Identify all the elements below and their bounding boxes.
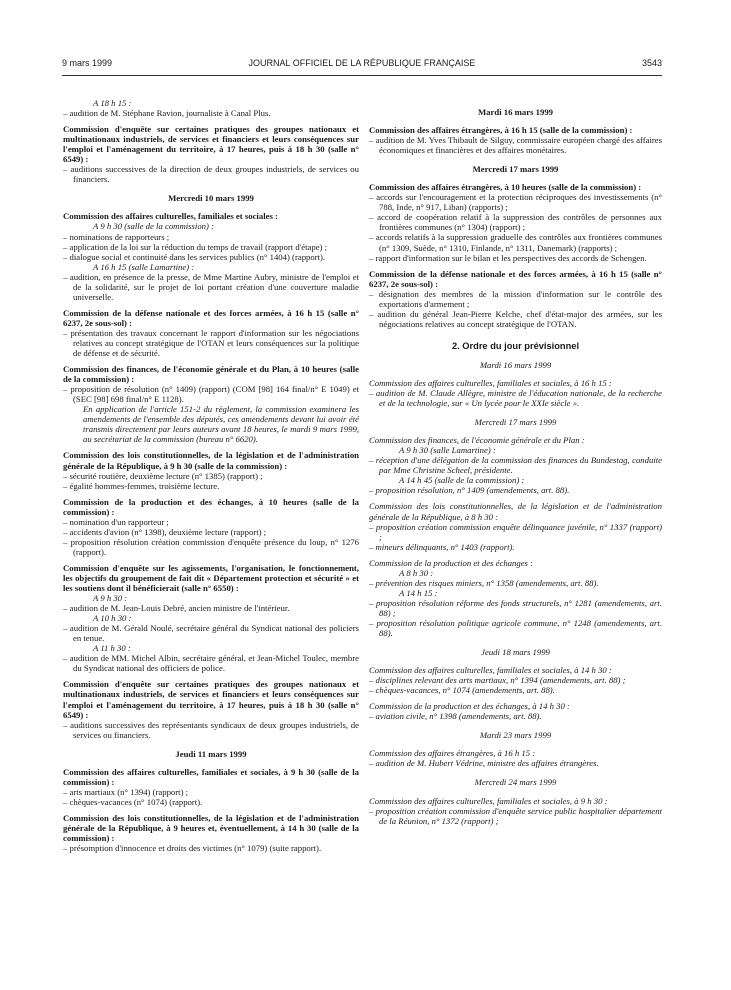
procedural-note: En application de l'article 151-2 du règlement, la commission examinera les amendements de l'ensemble des députés, ces amendements devant lui avoir été transmis directement par leurs auteurs avant 18 heures, le mardi 9 mars 1999, au secrétariat de la commission (bureau n° 6620). <box>83 404 359 445</box>
agenda-item: – audition de M. Yves Thibault de Silguy, commissaire européen chargé des affaires économiques et financières et des affaires monétaires. <box>369 135 662 156</box>
time-slot: A 10 h 30 : <box>93 613 132 624</box>
agenda-item: – arts martiaux (n° 1394) (rapport) ; <box>63 786 189 797</box>
agenda-item: – accidents d'avion (n° 1398), deuxième lecture (rapport) ; <box>63 526 267 537</box>
time-slot: A 14 h 15 : <box>399 587 438 598</box>
agenda-item: – audition de M. Stéphane Ravion, journaliste à Canal Plus. <box>63 108 271 119</box>
commission-heading: Commission des affaires étrangères, à 10 heures (salle de la commission) : <box>369 182 642 193</box>
time-slot: A 9 h 30 (salle Lamartine) : <box>399 445 496 456</box>
agenda-item: – désignation des membres de la mission d'information sur le contrôle des exportations d'armement ; <box>369 288 662 309</box>
commission-heading: Commission de la production et des échanges, à 14 h 30 : <box>369 701 570 712</box>
agenda-item: – audition, en présence de la presse, de Mme Martine Aubry, ministre de l'emploi et de la solidarité, sur le projet de loi portant création d'une couverture maladie universelle. <box>63 271 359 302</box>
agenda-item: – proposition résolution création commission d'enquête présence du loup, n° 1276 (rapport). <box>63 536 359 557</box>
commission-heading: Commission des finances, de l'économie générale et du Plan : <box>369 435 585 446</box>
header-page-number: 3543 <box>641 58 662 68</box>
commission-heading: Commission des finances, de l'économie générale et du Plan, à 10 heures (salle de la commission) : <box>63 364 359 385</box>
agenda-item: – proposition résolution réforme des fonds structurels, n° 1281 (amendements, art. 88) ; <box>369 597 662 618</box>
commission-heading: Commission des lois constitutionnelles, de la législation et de l'administration générale de la République, à 8 h 30 : <box>369 501 662 522</box>
day-heading: Mardi 16 mars 1999 <box>477 107 554 117</box>
agenda-item: – mineurs délinquants, n° 1403 (rapport). <box>369 541 515 552</box>
agenda-item: – accords relatifs à la suppression graduelle des contrôles aux frontières communes (n° 1309, Suède, n° 1310, Finlande, n° 1311, Danemark) (rapports) ; <box>369 232 662 253</box>
agenda-item: – présentation des travaux concernant le rapport d'information sur les négociations relatives au concept stratégique de l'OTAN et leurs conséquences sur la politique de défense et de sécurité. <box>63 327 359 359</box>
commission-heading: Commission des affaires étrangères, à 16 h 15 : <box>369 748 536 759</box>
section-heading: 2. Ordre du jour prévisionnel <box>451 340 580 351</box>
time-slot: A 14 h 45 (salle de la commission) : <box>399 475 525 486</box>
agenda-item: – proposition création commission d'enquête service public hospitalier département de la Réunion, n° 1372 (rapport) ; <box>369 805 662 826</box>
agenda-item: – égalité hommes-femmes, troisième lecture. <box>63 480 220 491</box>
commission-heading: Commission de la défense nationale et des forces armées, à 16 h 15 (salle n° 6237, 2e sous-sol) : <box>63 307 359 328</box>
commission-heading: Commission des affaires culturelles, familiales et sociales, à 14 h 30 : <box>369 665 612 676</box>
day-heading: Mardi 23 mars 1999 <box>479 730 552 741</box>
agenda-item: – dialogue social et continuité dans les services publics (n° 1404) (rapport). <box>63 251 326 262</box>
agenda-item: – proposition résolution politique agricole commune, n° 1248 (amendements, art. 88). <box>369 617 662 639</box>
agenda-item: – audition de M. Jean-Louis Debré, ancien ministre de l'intérieur. <box>63 603 290 614</box>
header-rule <box>62 75 662 76</box>
agenda-item: – audition de MM. Michel Albin, secrétaire général, et Jean-Michel Toulec, membre du Syndicat national des officiers de police. <box>63 653 359 674</box>
agenda-item: – auditions successives de la direction de deux groupes industriels, de services ou financiers. <box>63 164 359 185</box>
commission-heading: Commission d'enquête sur les agissements, l'organisation, le fonctionnement, les objectifs du groupement de fait dit « Département protection et sécurité » et les soutiens dont il bénéficierait (salle n° 6550) : <box>63 562 359 594</box>
agenda-item: – accords sur l'encouragement et la protection réciproques des investissements (n° 788, Inde, n° 917, Liban) (rapports) ; <box>369 192 662 213</box>
day-heading: Mercredi 17 mars 1999 <box>474 417 557 428</box>
time-slot: A 16 h 15 (salle Lamartine) : <box>93 261 195 272</box>
time-slot: A 18 h 15 : <box>93 98 132 108</box>
time-slot: A 9 h 30 (salle de la commission) : <box>93 221 214 232</box>
day-heading: Jeudi 18 mars 1999 <box>481 647 550 658</box>
commission-heading: Commission des affaires culturelles, familiales et sociales : <box>63 211 278 222</box>
commission-heading: Commission de la production et des échanges : <box>369 557 533 568</box>
commission-heading: Commission des affaires étrangères, à 16 h 15 (salle de la commission) : <box>369 125 633 136</box>
agenda-item: – auditions successives des représentants syndicaux de deux groupes industriels, de services ou financiers. <box>63 719 359 740</box>
agenda-item: – application de la loi sur la réduction du temps de travail (rapport d'étape) ; <box>63 241 328 252</box>
commission-heading: Commission des lois constitutionnelles, de la législation et de l'administration générale de la République, à 9 heures et, éventuellement, à 14 h 30 (salle de la commission) : <box>63 812 359 844</box>
agenda-item: – sécurité routière, deuxième lecture (n° 1385) (rapport) ; <box>63 470 263 481</box>
header-date: 9 mars 1999 <box>62 58 113 68</box>
agenda-item: – rapport d'information sur le bilan et les perspectives des accords de Schengen. <box>369 252 647 263</box>
commission-heading: Commission de la production et des échanges, à 10 heures (salle de la commission) : <box>63 496 359 517</box>
agenda-item: – nomination d'un rapporteur ; <box>63 516 169 527</box>
day-heading: Mardi 16 mars 1999 <box>479 359 552 370</box>
agenda-item: – proposition de résolution (n° 1409) (rapport) (COM [98] 164 final/n° E 1049) et (SEC [98] 698 final/n° E 1128). <box>63 384 359 405</box>
agenda-item: – chèques-vacances (n° 1074) (rapport). <box>63 796 203 807</box>
agenda-item: – chèques-vacances, n° 1074 (amendements, art. 88). <box>369 685 555 696</box>
agenda-item: – audition de M. Claude Allègre, ministre de l'éducation nationale, de la recherche et de la technologie, sur « Un lycée pour le XXIe siècle ». <box>369 388 662 409</box>
agenda-item: – présomption d'innocence et droits des victimes (n° 1079) (suite rapport). <box>63 843 322 854</box>
agenda-item: – audition de M. Gérald Noulé, secrétaire général du Syndicat national des policiers en tenue. <box>63 623 359 644</box>
time-slot: A 11 h 30 : <box>93 643 131 654</box>
agenda-item: – nominations de rapporteurs ; <box>63 231 170 242</box>
commission-heading: Commission d'enquête sur certaines pratiques des groupes nationaux et multinationaux industriels, de services et financiers et leurs conséquences sur l'emploi et l'aménagement du territoire, à 17 heures, puis à 18 h 30 (salle n° 6549) : <box>63 679 359 720</box>
time-slot: A 9 h 30 : <box>93 593 128 604</box>
day-heading: Mercredi 10 mars 1999 <box>168 193 254 204</box>
agenda-item: – accord de coopération relatif à la suppression des contrôles de personnes aux frontières communes (n° 1304) (rapport) ; <box>369 212 662 233</box>
commission-heading: Commission de la défense nationale et des forces armées, à 16 h 15 (salle n° 6237, 2e sous-sol) : <box>369 268 662 289</box>
agenda-item: – audition de M. Hubert Védrine, ministre des affaires étrangères. <box>369 758 599 769</box>
header-journal-title: JOURNAL OFFICIEL DE LA RÉPUBLIQUE FRANÇAISE <box>248 58 476 68</box>
commission-heading: Commission des affaires culturelles, familiales et sociales, à 9 h 30 (salle de la commission) : <box>63 766 359 787</box>
agenda-item: – disciplines relevant des arts martiaux, n° 1394 (amendements, art. 88) ; <box>369 675 626 686</box>
commission-heading: Commission des affaires culturelles, familiales et sociales, à 16 h 15 : <box>369 377 612 388</box>
commission-heading: Commission des lois constitutionnelles, de la législation et de l'administration générale de la République, à 9 h 30 (salle de la commission) : <box>63 450 359 471</box>
commission-heading: Commission des affaires culturelles, familiales et sociales, à 9 h 30 : <box>369 795 608 806</box>
day-heading: Mercredi 24 mars 1999 <box>474 777 557 788</box>
running-header <box>62 58 662 72</box>
day-heading: Jeudi 11 mars 1999 <box>175 748 247 759</box>
day-heading: Mercredi 17 mars 1999 <box>472 164 559 175</box>
agenda-item: – prévention des risques miniers, n° 1358 (amendements, art. 88). <box>369 577 599 588</box>
agenda-item: – audition du général Jean-Pierre Kelche, chef d'état-major des armées, sur les négociations relatives au concept stratégique de l'OTAN. <box>369 308 662 329</box>
right-column <box>369 98 662 826</box>
left-column <box>63 98 359 853</box>
agenda-item: – réception d'une délégation de la commission des finances du Bundestag, conduite par Mme Christine Scheel, présidente. <box>369 455 662 476</box>
agenda-item: – proposition création commission enquête délinquance juvénile, n° 1337 (rapport) ; <box>369 521 662 542</box>
agenda-item: – proposition résolution, n° 1409 (amendements, art. 88). <box>369 485 570 496</box>
commission-heading: Commission d'enquête sur certaines pratiques des groupes nationaux et multinationaux industriels, de services et financiers et leurs conséquences sur l'emploi et l'aménagement du territoire, à 17 heures, puis à 18 h 30 (salle n° 6549) : <box>63 124 359 165</box>
agenda-item: – aviation civile, n° 1398 (amendements, art. 88). <box>369 711 542 722</box>
time-slot: A 8 h 30 : <box>399 567 434 578</box>
